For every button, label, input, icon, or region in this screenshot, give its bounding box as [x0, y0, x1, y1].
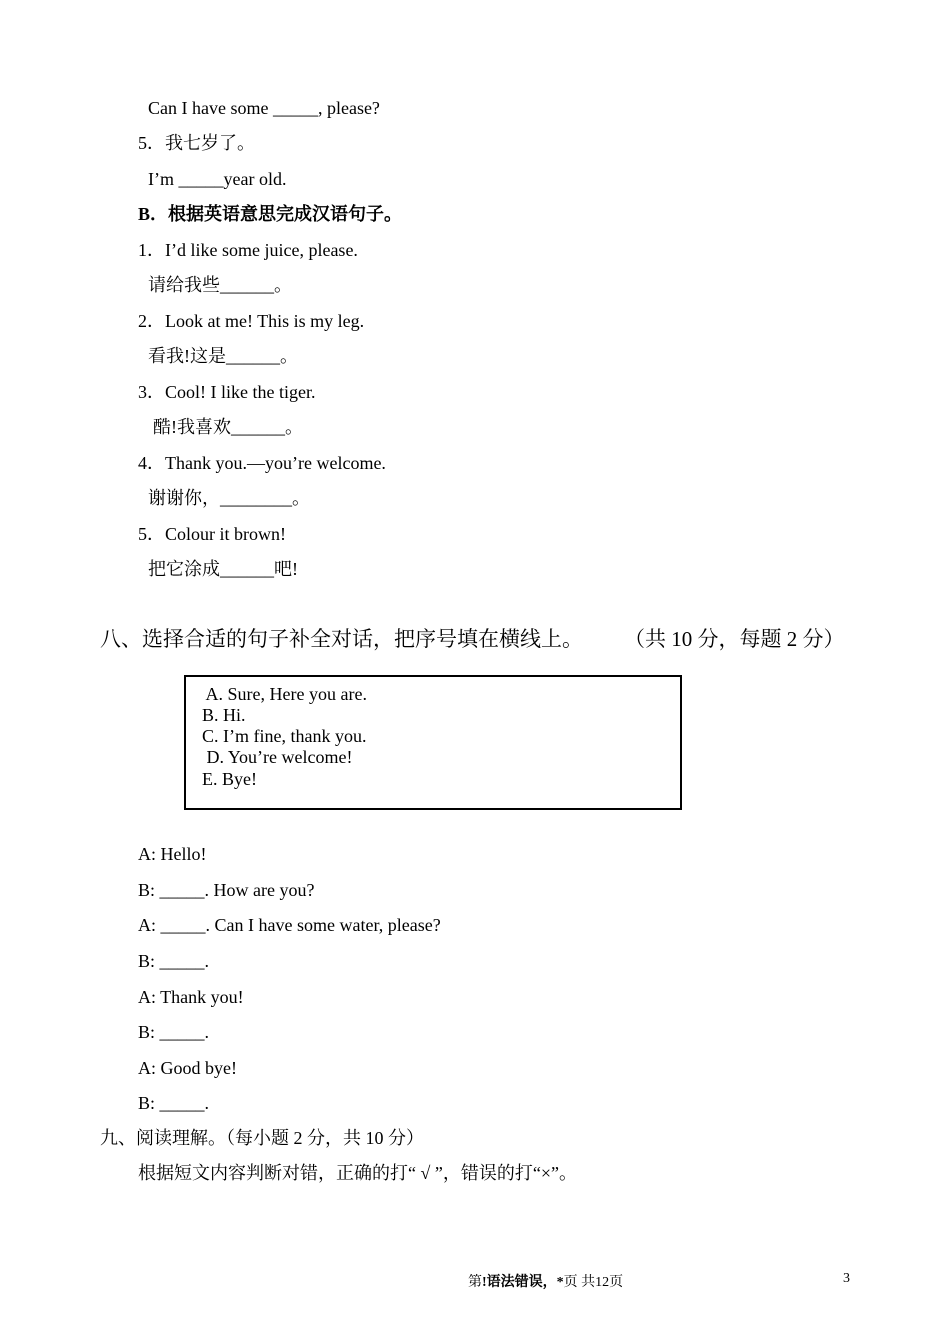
dialogue-line: A: _____. Can I have some water, please? — [138, 915, 441, 935]
option-item: E. Bye! — [202, 769, 257, 789]
answer-line: I’m _____year old. — [148, 169, 287, 189]
dialogue-line: A: Thank you! — [138, 987, 244, 1007]
section-8-title: 八、选择合适的句子补全对话，把序号填在横线上。 — [100, 627, 583, 651]
page-footer — [468, 1271, 623, 1291]
page-number: 3 — [843, 1271, 850, 1286]
question-item: 3．Cool! I like the tiger. — [138, 382, 316, 402]
question-line: Can I have some _____, please? — [148, 98, 380, 118]
question-item: 1．I’d like some juice, please. — [138, 240, 358, 260]
answer-line: 看我!这是______。 — [148, 346, 298, 366]
section-b-title: B．根据英语意思完成汉语句子。 — [138, 204, 403, 224]
section-9-title: 九、阅读理解。（每小题 2 分，共 10 分） — [100, 1128, 424, 1148]
option-item: A. Sure, Here you are. — [202, 684, 367, 704]
dialogue-line: A: Good bye! — [138, 1058, 237, 1078]
question-item: 5．Colour it brown! — [138, 524, 286, 544]
footer-page-suffix: 页 共12页 — [563, 1275, 624, 1290]
dialogue-line: B: _____. — [138, 1022, 210, 1042]
dialogue-line: B: _____. — [138, 951, 210, 971]
answer-line: 请给我些______。 — [148, 275, 292, 295]
question-item: 4．Thank you.—you’re welcome. — [138, 453, 386, 473]
options-box — [184, 675, 682, 810]
footer-page-prefix: 第 — [468, 1275, 482, 1290]
section-9-instruction: 根据短文内容判断对错，正确的打“ √ ”，错误的打“×”。 — [138, 1163, 577, 1183]
option-item: D. You’re welcome! — [202, 747, 353, 767]
answer-line: 酷!我喜欢______。 — [153, 417, 303, 437]
answer-line: 把它涂成______吧! — [148, 559, 298, 579]
footer-error-text: !语法错误，* — [482, 1275, 564, 1290]
option-item: C. I’m fine, thank you. — [202, 726, 367, 746]
dialogue-line: B: _____. How are you? — [138, 880, 315, 900]
section-8-score: （共 10 分，每题 2 分） — [624, 627, 845, 651]
option-item: B. Hi. — [202, 705, 246, 725]
dialogue-line: A: Hello! — [138, 844, 207, 864]
dialogue-line: B: _____. — [138, 1093, 210, 1113]
question-item: 2．Look at me! This is my leg. — [138, 311, 365, 331]
question-item: 5．我七岁了。 — [138, 133, 255, 153]
answer-line: 谢谢你，________。 — [148, 488, 310, 508]
